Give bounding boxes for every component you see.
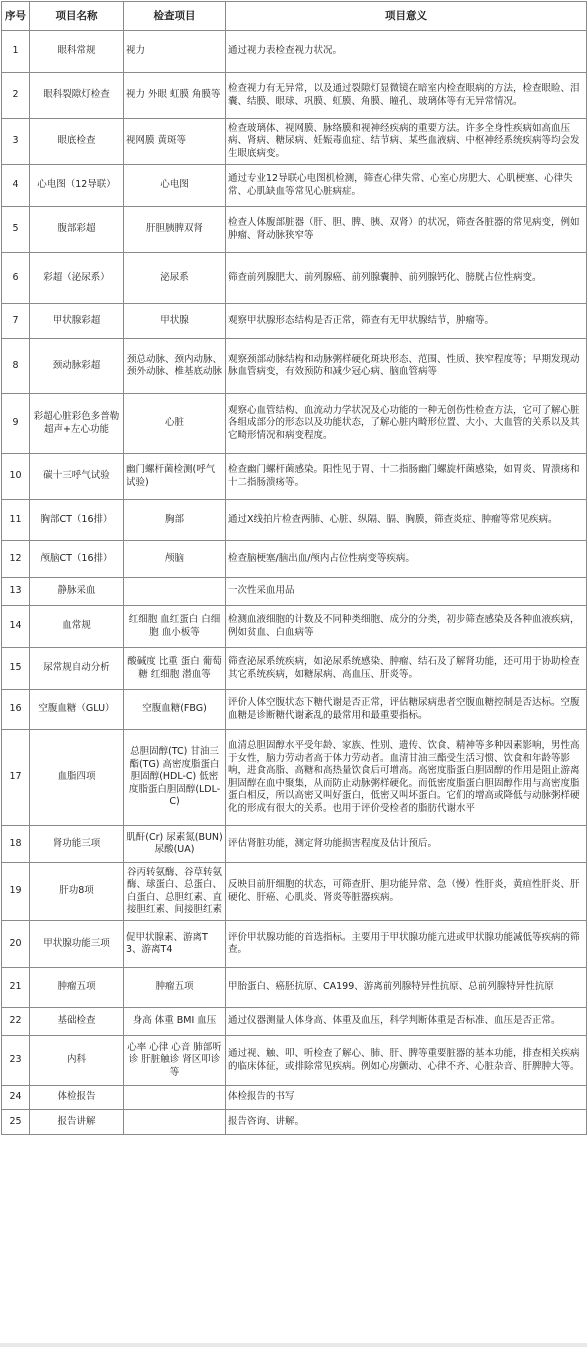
project-meaning-cell: 报告咨询、讲解。 [226,1110,587,1135]
project-meaning-cell: 反映目前肝细胞的状态，可筛查肝、胆功能异常、急（慢）性肝炎，黄疸性肝炎、肝硬化、肝癌、心肌炎、肾炎等脏器疾病。 [226,863,587,921]
project-meaning-cell: 检查玻璃体、视网膜、脉络膜和视神经疾病的重要方法。许多全身性疾病如高血压病、肾病、糖尿病、妊娠毒血症、结节病、某些血液病、中枢神经系统疾病等均会发生眼底病变。 [226,119,587,165]
header-no: 序号 [2,2,30,31]
check-item-cell: 颈总动脉、颈内动脉、颈外动脉、椎基底动脉 [124,339,226,394]
table-row [2,863,587,921]
row-number-cell: 4 [2,165,30,207]
check-item-cell: 总胆固醇(TC) 甘油三酯(TG) 高密度脂蛋白胆固醇(HDL-C) 低密度脂蛋白胆固醇(LDL-C) [124,730,226,826]
table-row [2,1086,587,1110]
row-number-cell: 17 [2,730,30,826]
row-number-cell: 8 [2,339,30,394]
project-meaning-cell: 观察心血管结构、血流动力学状况及心功能的一种无创伤性检查方法，它可了解心脏各组成部分的形态以及功能状态，了解心脏内畸形位置、大小、大血管的关系以及其它畸形情况和病变程度。 [226,394,587,454]
row-number-cell: 6 [2,253,30,304]
bottom-divider [0,1343,587,1347]
project-name-cell: 血常规 [30,606,124,648]
checkup-items-table [1,1,587,1135]
project-name-cell: 肾功能三项 [30,826,124,863]
project-name-cell: 尿常规自动分析 [30,648,124,690]
table-row [2,165,587,207]
row-number-cell: 15 [2,648,30,690]
project-meaning-cell: 筛查泌尿系统疾病，如泌尿系统感染、肿瘤、结石及了解肾功能，还可用于协助检查其它系统疾病，如糖尿病、高血压、肝炎等。 [226,648,587,690]
check-item-cell [124,1110,226,1135]
table-body [2,31,587,1135]
row-number-cell: 11 [2,500,30,541]
header-item: 检查项目 [124,2,226,31]
check-item-cell: 肌酐(Cr) 尿素氮(BUN) 尿酸(UA) [124,826,226,863]
project-meaning-cell: 检查幽门螺杆菌感染。阳性见于胃、十二指肠幽门螺旋杆菌感染，如胃炎、胃溃疡和十二指肠溃疡等。 [226,454,587,500]
project-meaning-cell: 评估肾脏功能，测定肾功能损害程度及估计预后。 [226,826,587,863]
project-name-cell: 颈动脉彩超 [30,339,124,394]
table-row [2,968,587,1008]
table-row [2,253,587,304]
check-item-cell: 视力 外眼 虹膜 角膜等 [124,73,226,119]
project-meaning-cell: 体检报告的书写 [226,1086,587,1110]
project-name-cell: 腹部彩超 [30,207,124,253]
project-name-cell: 颅脑CT（16排） [30,541,124,578]
project-name-cell: 内科 [30,1036,124,1086]
project-meaning-cell: 检查脑梗塞/脑出血/颅内占位性病变等疾病。 [226,541,587,578]
row-number-cell: 19 [2,863,30,921]
table-row [2,119,587,165]
project-name-cell: 基础检查 [30,1008,124,1036]
table-row [2,73,587,119]
table-row [2,921,587,968]
check-item-cell: 肿瘤五项 [124,968,226,1008]
project-meaning-cell: 检测血液细胞的计数及不同种类细胞、成分的分类，初步筛查感染及各种血液疾病，例如贫血、白血病等 [226,606,587,648]
check-item-cell: 酸碱度 比重 蛋白 葡萄糖 红细胞 潜血等 [124,648,226,690]
project-meaning-cell: 评价甲状腺功能的首选指标。主要用于甲状腺功能亢进或甲状腺功能减低等疾病的筛查。 [226,921,587,968]
project-meaning-cell: 通过视、触、叩、听检查了解心、肺、肝、脾等重要脏器的基本功能，排查相关疾病的临床体征，或排除常见疾病。例如心房颤动、心律不齐、心脏杂音、肝脾肿大等。 [226,1036,587,1086]
project-name-cell: 胸部CT（16排） [30,500,124,541]
table-header-row [2,2,587,31]
row-number-cell: 20 [2,921,30,968]
table-row [2,207,587,253]
table-row [2,826,587,863]
project-meaning-cell: 观察颈部动脉结构和动脉粥样硬化斑块形态、范围、性质、狭窄程度等；早期发现动脉血管病变，有效预防和减少冠心病、脑血管病等 [226,339,587,394]
row-number-cell: 7 [2,304,30,339]
row-number-cell: 1 [2,31,30,73]
project-name-cell: 血脂四项 [30,730,124,826]
project-meaning-cell: 观察甲状腺形态结构是否正常，筛查有无甲状腺结节，肿瘤等。 [226,304,587,339]
project-meaning-cell: 甲胎蛋白、癌胚抗原、CA199、游离前列腺特异性抗原、总前列腺特异性抗原 [226,968,587,1008]
header-meaning: 项目意义 [226,2,587,31]
table-row [2,1036,587,1086]
project-name-cell: 甲状腺彩超 [30,304,124,339]
check-item-cell: 心电图 [124,165,226,207]
project-meaning-cell: 通过X线拍片检查两肺、心脏、纵隔、膈、胸膜，筛查炎症、肿瘤等常见疾病。 [226,500,587,541]
project-name-cell: 报告讲解 [30,1110,124,1135]
table-row [2,31,587,73]
row-number-cell: 23 [2,1036,30,1086]
project-name-cell: 体检报告 [30,1086,124,1110]
check-item-cell: 颅脑 [124,541,226,578]
table-row [2,1110,587,1135]
row-number-cell: 24 [2,1086,30,1110]
check-item-cell: 肝胆胰脾双肾 [124,207,226,253]
check-item-cell: 幽门螺杆菌检测(呼气试验) [124,454,226,500]
row-number-cell: 18 [2,826,30,863]
check-item-cell [124,1086,226,1110]
row-number-cell: 12 [2,541,30,578]
row-number-cell: 16 [2,690,30,730]
project-name-cell: 彩超心脏彩色多普勒超声+左心功能 [30,394,124,454]
project-meaning-cell: 评价人体空腹状态下糖代谢是否正常，评估糖尿病患者空腹血糖控制是否达标。空腹血糖是诊断糖代谢紊乱的最常用和最重要指标。 [226,690,587,730]
row-number-cell: 25 [2,1110,30,1135]
check-item-cell: 胸部 [124,500,226,541]
table-row [2,500,587,541]
table-row [2,578,587,606]
check-item-cell: 促甲状腺素、游离T3、游离T4 [124,921,226,968]
project-meaning-cell: 筛查前列腺肥大、前列腺癌、前列腺囊肿、前列腺钙化、膀胱占位性病变。 [226,253,587,304]
project-meaning-cell: 通过视力表检查视力状况。 [226,31,587,73]
check-item-cell: 空腹血糖(FBG) [124,690,226,730]
project-meaning-cell: 血清总胆固醇水平受年龄、家族、性别、遗传、饮食、精神等多种因素影响，男性高于女性，脑力劳动者高于体力劳动者。血清甘油三酯受生活习惯、饮食和年龄等影响，进食高脂、高糖和高热量饮食后可增高。高密度脂蛋白胆固醇的作用是阻止游离胆固醇在血中聚集，从而防止动脉粥样硬化。而低密度脂蛋白胆固醇作用与高密度脂蛋白相反，所以高密又叫好蛋白，低密又叫坏蛋白。它们的增高或降低与动脉粥样硬化的形成有很大的关系。也用于评价受检者的脂肪代谢水平 [226,730,587,826]
table-row [2,339,587,394]
table-row [2,541,587,578]
row-number-cell: 2 [2,73,30,119]
project-meaning-cell: 一次性采血用品 [226,578,587,606]
project-name-cell: 甲状腺功能三项 [30,921,124,968]
table-row [2,606,587,648]
table-row [2,648,587,690]
table-row [2,690,587,730]
check-item-cell: 心率 心律 心音 肺部听诊 肝脏触诊 肾区叩诊等 [124,1036,226,1086]
project-name-cell: 肝功8项 [30,863,124,921]
project-name-cell: 心电图（12导联） [30,165,124,207]
project-meaning-cell: 通过仪器测量人体身高、体重及血压，科学判断体重是否标准、血压是否正常。 [226,1008,587,1036]
project-meaning-cell: 检查人体腹部脏器（肝、胆、脾、胰、双肾）的状况，筛查各脏器的常见病变，例如肿瘤、肾动脉狭窄等 [226,207,587,253]
project-name-cell: 空腹血糖（GLU） [30,690,124,730]
table-row [2,730,587,826]
check-item-cell: 甲状腺 [124,304,226,339]
check-item-cell [124,578,226,606]
check-item-cell: 谷丙转氨酶、谷草转氨酶、球蛋白、总蛋白、白蛋白、总胆红素、直接胆红素、间接胆红素 [124,863,226,921]
row-number-cell: 14 [2,606,30,648]
check-item-cell: 泌尿系 [124,253,226,304]
project-name-cell: 彩超（泌尿系） [30,253,124,304]
project-meaning-cell: 检查视力有无异常，以及通过裂隙灯显微镜在暗室内检查眼病的方法，检查眼睑、泪囊、结膜、眼球、巩膜、虹膜、角膜、瞳孔、玻璃体等有无异常情况。 [226,73,587,119]
check-item-cell: 身高 体重 BMI 血压 [124,1008,226,1036]
row-number-cell: 5 [2,207,30,253]
table-row [2,1008,587,1036]
header-name: 项目名称 [30,2,124,31]
row-number-cell: 3 [2,119,30,165]
check-item-cell: 视力 [124,31,226,73]
row-number-cell: 22 [2,1008,30,1036]
row-number-cell: 13 [2,578,30,606]
row-number-cell: 9 [2,394,30,454]
check-item-cell: 红细胞 血红蛋白 白细胞 血小板等 [124,606,226,648]
project-name-cell: 静脉采血 [30,578,124,606]
check-item-cell: 视网膜 黄斑等 [124,119,226,165]
project-name-cell: 眼底检查 [30,119,124,165]
project-name-cell: 碳十三呼气试验 [30,454,124,500]
project-name-cell: 肿瘤五项 [30,968,124,1008]
check-item-cell: 心脏 [124,394,226,454]
table-row [2,304,587,339]
project-meaning-cell: 通过专业12导联心电图机检测，筛查心律失常、心室心房肥大、心肌梗塞、心律失常、心肌缺血等常见心脏病症。 [226,165,587,207]
table-row [2,454,587,500]
row-number-cell: 21 [2,968,30,1008]
project-name-cell: 眼科常规 [30,31,124,73]
table-row [2,394,587,454]
project-name-cell: 眼科裂隙灯检查 [30,73,124,119]
row-number-cell: 10 [2,454,30,500]
